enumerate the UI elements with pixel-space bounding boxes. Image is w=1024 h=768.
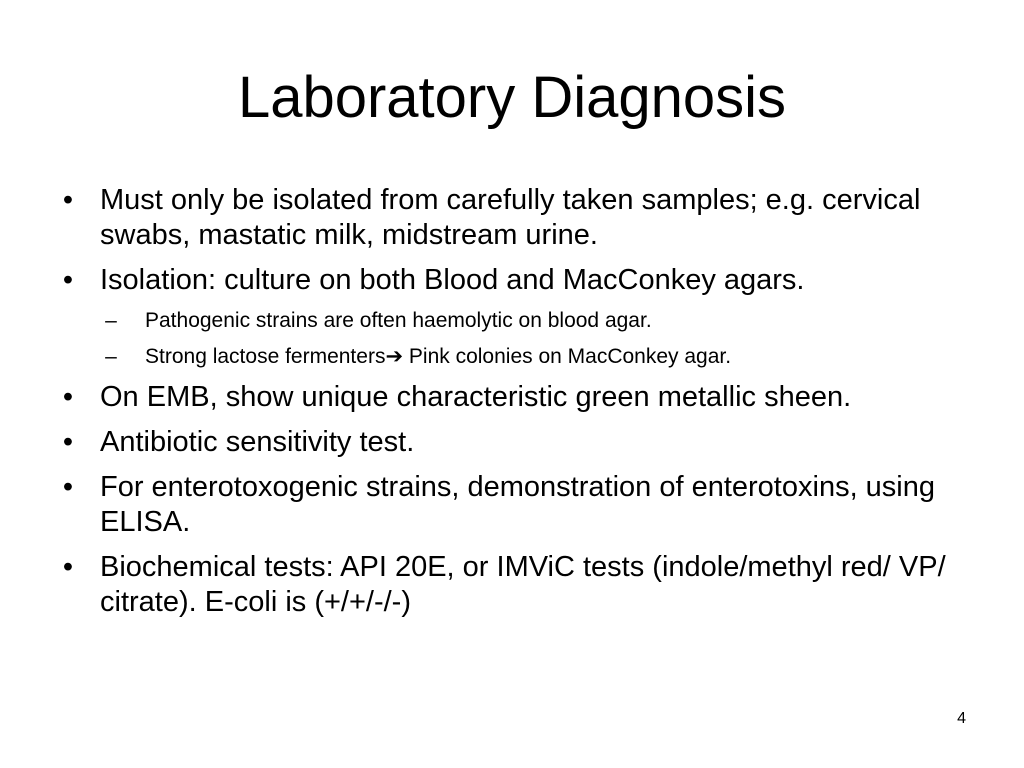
slide-title: Laboratory Diagnosis — [237, 65, 787, 130]
bullet-marker: • — [62, 184, 74, 216]
bullet-text: On EMB, show unique characteristic green metallic sheen. — [100, 381, 852, 413]
sub-bullet-text: Pathogenic strains are often haemolytic on blood agar. — [145, 309, 652, 332]
sub-bullet-item — [100, 308, 978, 334]
sub-bullet-marker: – — [105, 345, 117, 368]
bullet-marker: • — [62, 551, 74, 583]
bullet-marker: • — [62, 381, 74, 413]
bullet-item — [58, 425, 978, 460]
bullet-text: Antibiotic sensitivity test. — [100, 426, 415, 458]
bullet-item — [58, 183, 978, 253]
sub-bullet-text: Strong lactose fermenters — [145, 345, 386, 368]
bullet-item — [58, 470, 978, 540]
bullet-marker: • — [62, 264, 74, 296]
bullet-marker: • — [62, 426, 74, 458]
bullet-text: Isolation: culture on both Blood and MacConkey agars. — [100, 264, 805, 296]
bullet-text: Biochemical tests: API 20E, or IMViC tests (indole/methyl red/ VP/ citrate). E-coli is (+/+/-/-) — [100, 551, 946, 618]
bullet-item — [58, 380, 978, 415]
bullet-text: For enterotoxogenic strains, demonstration of enterotoxins, using ELISA. — [100, 471, 936, 538]
arrow-right-icon: ➔ — [385, 345, 404, 368]
sub-bullet-marker: – — [105, 309, 117, 332]
slide-body — [58, 183, 978, 630]
bullet-marker: • — [62, 471, 74, 503]
page-number: 4 — [957, 710, 966, 727]
sub-bullet-item — [100, 344, 978, 370]
bullet-item — [58, 263, 978, 298]
sub-bullet-text-continued: Pink colonies on MacConkey agar. — [403, 345, 732, 368]
bullet-text: Must only be isolated from carefully taken samples; e.g. cervical swabs, mastatic milk, midstream urine. — [100, 184, 921, 251]
bullet-item — [58, 550, 978, 620]
